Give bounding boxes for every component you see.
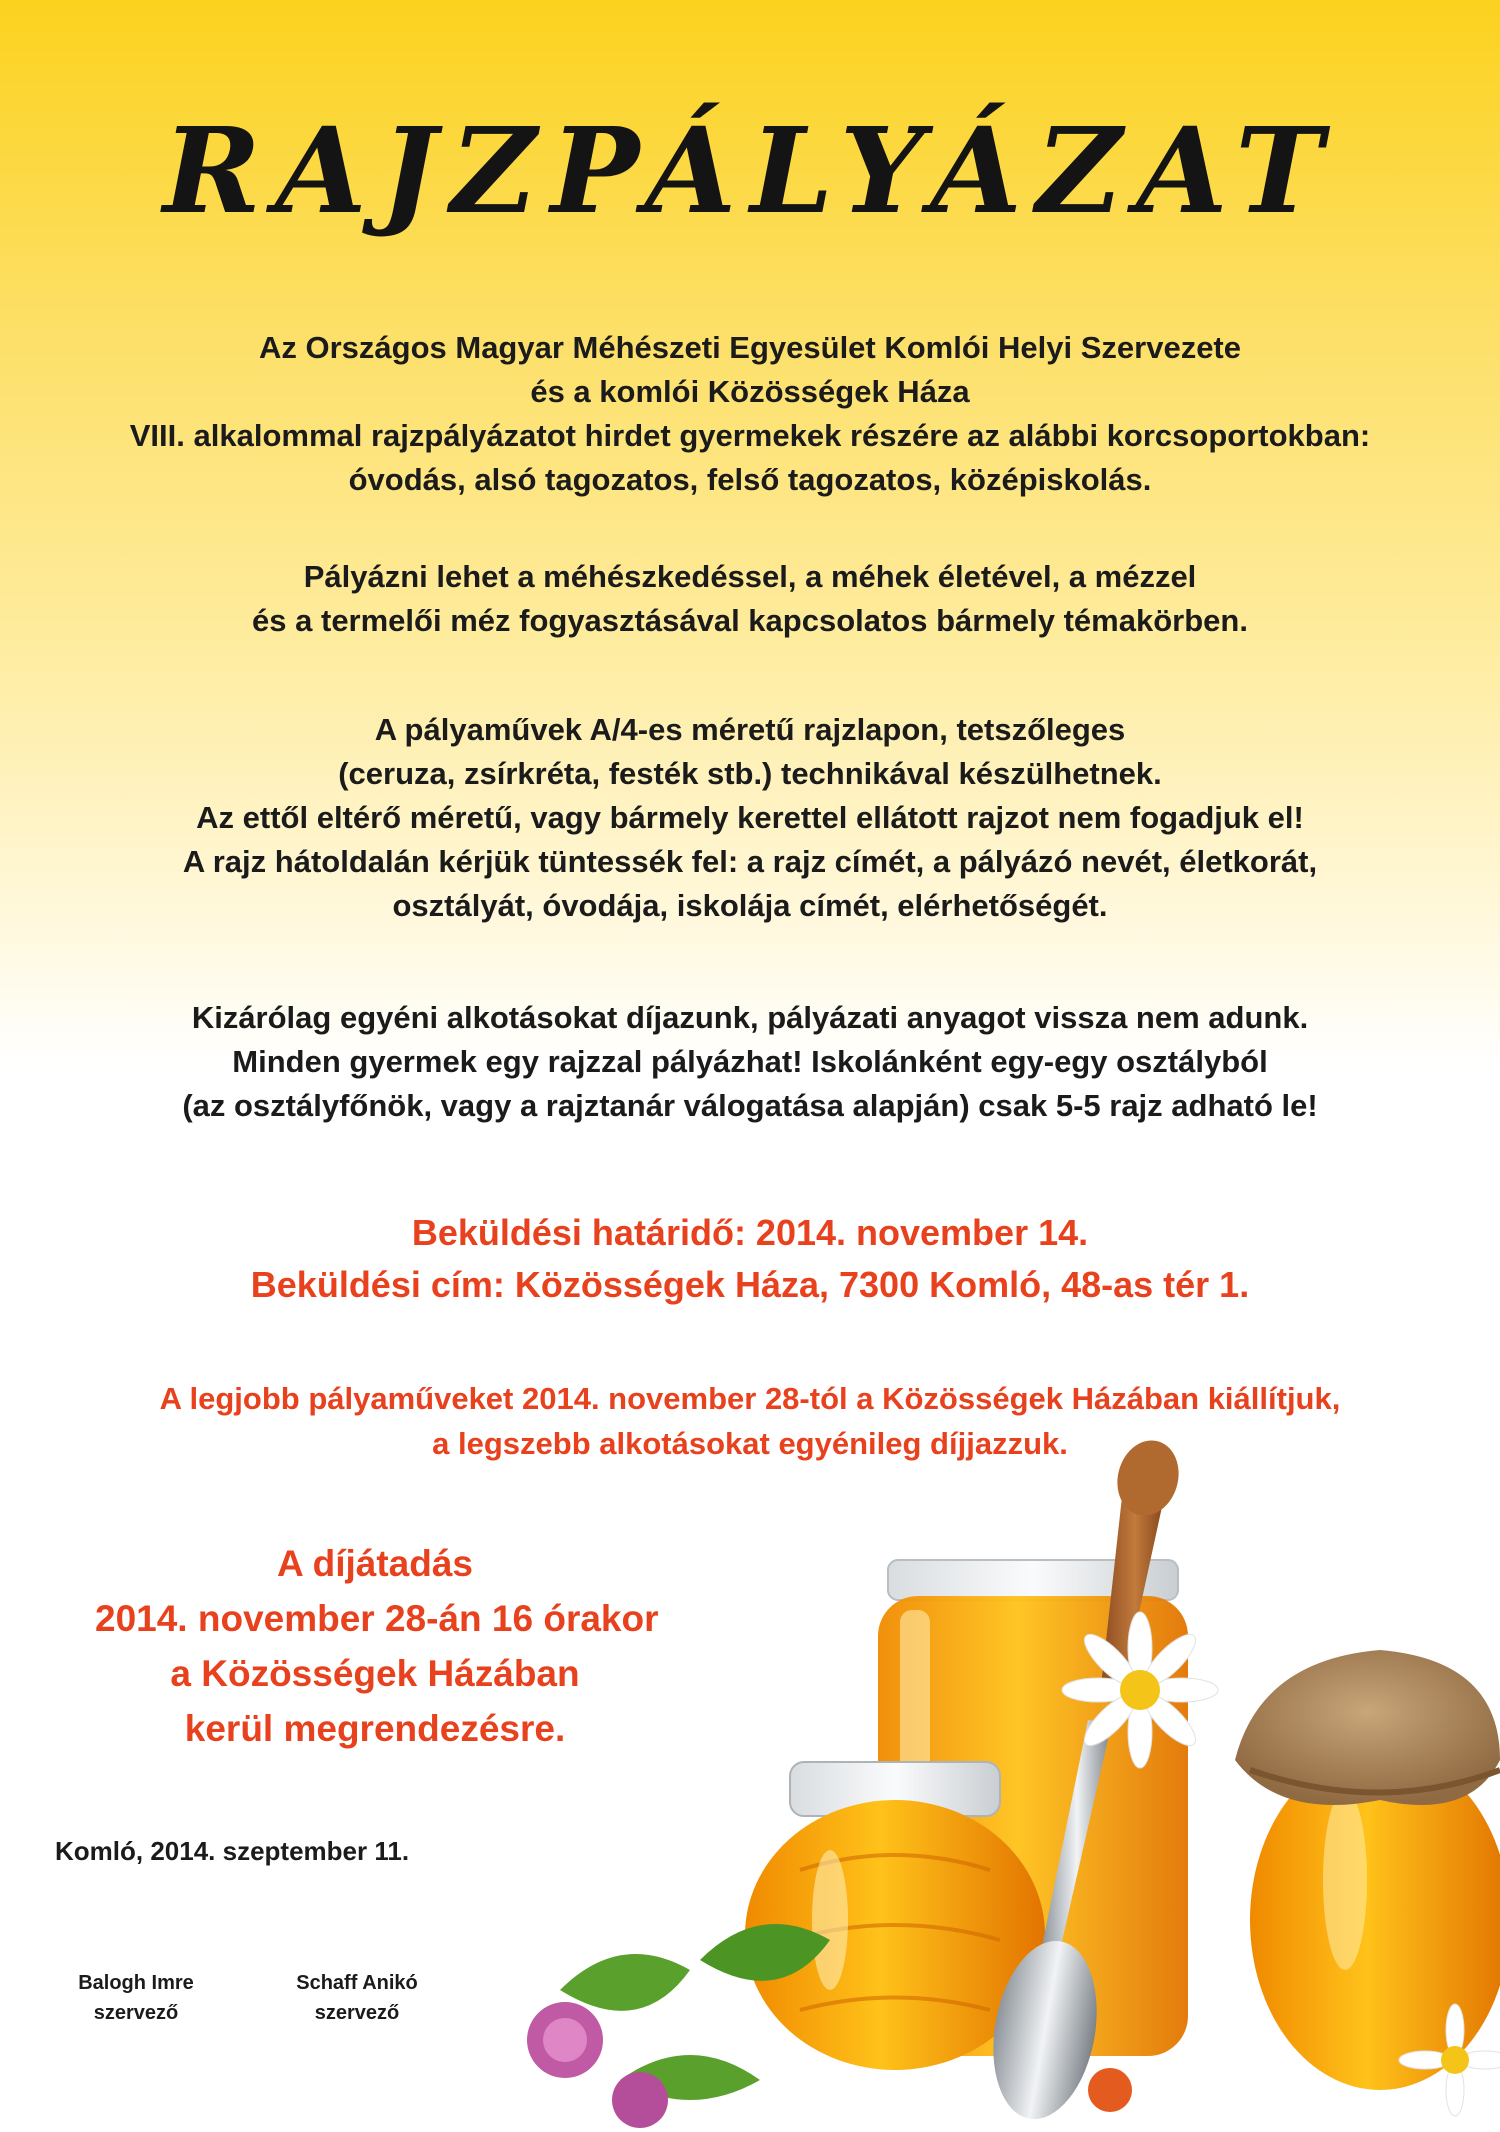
issue-date: Komló, 2014. szeptember 11. (55, 1836, 410, 1866)
rules-line: A rajz hátoldalán kérjük tüntessék fel: a rajz címét, a pályázó nevét, életkorát, (182, 844, 1318, 879)
intro-line: Az Országos Magyar Méhészeti Egyesület Komlói Helyi Szervezete (258, 330, 1241, 365)
rules-line: osztályát, óvodája, iskolája címét, elérhetőségét. (392, 888, 1108, 923)
organizer-name: Balogh Imre (78, 1972, 194, 1994)
intro-line: és a komlói Közösségek Háza (530, 374, 970, 409)
intro-line: óvodás, alsó tagozatos, felső tagozatos, középiskolás. (348, 462, 1152, 497)
award-line: A díjátadás (276, 1543, 474, 1584)
award-line: a Közösségek Házában (170, 1653, 580, 1694)
award-line: 2014. november 28-án 16 órakor (95, 1598, 659, 1639)
rules-line: Az ettől eltérő méretű, vagy bármely kerettel ellátott rajzot nem fogadjuk el! (196, 800, 1304, 835)
deadline-line: Beküldési határidő: 2014. november 14. (411, 1212, 1089, 1253)
exhibition-line: A legjobb pályaműveket 2014. november 28-tól a Közösségek Házában kiállítjuk, (159, 1381, 1341, 1416)
intro-line: VIII. alkalommal rajzpályázatot hirdet gyermekek részére az alábbi korcsoportokban: (129, 418, 1371, 453)
organizer-role: szervező (314, 2002, 400, 2024)
rules-line: A pályaművek A/4-es méretű rajzlapon, tetszőleges (374, 712, 1126, 747)
topics-line: Pályázni lehet a méhészkedéssel, a méhek életével, a mézzel (303, 559, 1197, 594)
exhibition-line: a legszebb alkotásokat egyénileg díjjazzuk. (432, 1426, 1068, 1461)
award-line: kerül megrendezésre. (184, 1708, 566, 1749)
organizer-name: Schaff Anikó (296, 1972, 418, 1994)
address-line: Beküldési cím: Közösségek Háza, 7300 Komló, 48-as tér 1. (250, 1264, 1250, 1305)
selection-line: Kizárólag egyéni alkotásokat díjazunk, pályázati anyagot vissza nem adunk. (191, 1000, 1309, 1035)
organizer-role: szervező (93, 2002, 179, 2024)
topics-line: és a termelői méz fogyasztásával kapcsolatos bármely témakörben. (252, 603, 1248, 638)
selection-line: Minden gyermek egy rajzzal pályázhat! Iskolánként egy-egy osztályból (232, 1044, 1268, 1079)
rules-line: (ceruza, zsírkréta, festék stb.) technikával készülhetnek. (338, 756, 1162, 791)
selection-line: (az osztályfőnök, vagy a rajztanár válogatása alapján) csak 5-5 rajz adható le! (182, 1088, 1318, 1123)
poster-title: RAJZPÁLYÁZAT (163, 101, 1337, 240)
